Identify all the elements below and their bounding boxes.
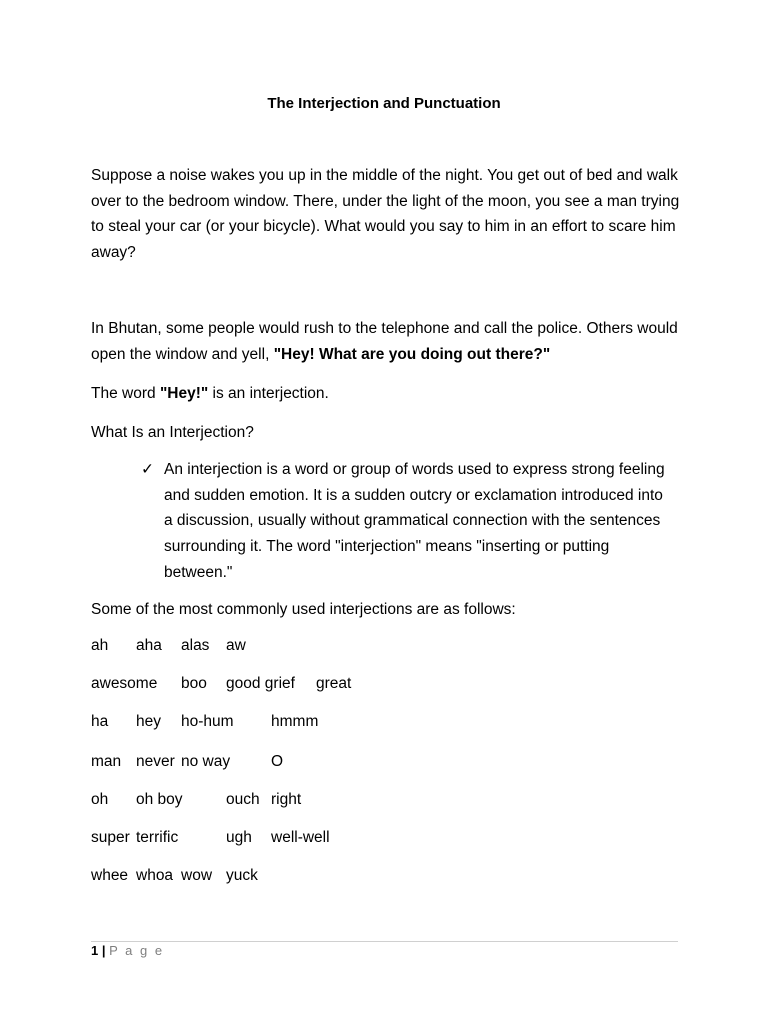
page-number: 1 <box>91 943 99 958</box>
intro-paragraph: Suppose a noise wakes you up in the middle of the night. You get out of bed and walk over to the bedroom window. There, under the light of the moon, you see a man trying to steal your car (or your bicycle). What would you say to him in an effort to scare him away? <box>91 167 680 261</box>
list-item: good grief <box>226 675 295 692</box>
list-row <box>0 791 768 813</box>
list-item: no way <box>181 753 231 770</box>
list-item: hmmm <box>271 713 319 730</box>
list-item: aha <box>136 637 162 654</box>
list-item: ugh <box>226 829 252 846</box>
list-item: whee <box>91 867 129 884</box>
list-item: boo <box>181 675 207 692</box>
list-item: hey <box>136 713 161 730</box>
list-item: ouch <box>226 791 260 808</box>
bhutan-paragraph-text: In Bhutan, some people would rush to the telephone and call the police. Others would open the window and yell, <box>91 320 678 363</box>
definition-text: An interjection is a word or group of words used to express strong feeling and sudden emotion. It is a sudden outcry or exclamation introduced into a discussion, usually without grammatical connection with the sentences surrounding it. The word "interjection" means "inserting or putting between." <box>164 461 665 581</box>
hey-paragraph-before: The word <box>91 385 156 402</box>
list-item: super <box>91 829 130 846</box>
list-intro: Some of the most commonly used interjections are as follows: <box>91 601 516 618</box>
list-row <box>0 675 768 697</box>
question-heading: What Is an Interjection? <box>91 424 254 441</box>
list-item: great <box>316 675 352 692</box>
hey-paragraph <box>91 381 681 407</box>
page-label: P a g e <box>109 943 165 958</box>
list-item: wow <box>181 867 213 884</box>
list-item: whoa <box>136 867 174 884</box>
list-item: ho-hum <box>181 713 234 730</box>
list-item: ah <box>91 637 109 654</box>
list-item: alas <box>181 637 210 654</box>
footer-divider <box>91 941 678 942</box>
list-item: yuck <box>226 867 258 884</box>
list-item: man <box>91 753 122 770</box>
list-row <box>0 713 768 735</box>
document-title: The Interjection and Punctuation <box>267 95 501 112</box>
list-row <box>0 753 768 775</box>
list-item: oh <box>91 791 109 808</box>
hey-paragraph-after: is an interjection. <box>212 385 329 402</box>
hey-paragraph-bold: "Hey!" <box>159 385 209 402</box>
bhutan-paragraph-quote: "Hey! What are you doing out there?" <box>273 345 551 363</box>
list-item: ha <box>91 713 109 730</box>
list-item: awesome <box>91 675 158 692</box>
list-item: right <box>271 791 302 808</box>
list-row <box>0 867 768 889</box>
list-item: well-well <box>271 829 330 846</box>
list-item: terrific <box>136 829 179 846</box>
list-row <box>0 829 768 851</box>
list-item: oh boy <box>136 791 183 808</box>
checkmark-icon: ✓ <box>141 461 154 478</box>
list-item: O <box>271 753 284 770</box>
list-row <box>0 637 768 659</box>
bhutan-paragraph <box>91 316 681 367</box>
footer-separator: | <box>101 943 106 958</box>
list-item: never <box>136 753 175 770</box>
page-footer <box>91 943 164 958</box>
list-item: aw <box>226 637 246 654</box>
